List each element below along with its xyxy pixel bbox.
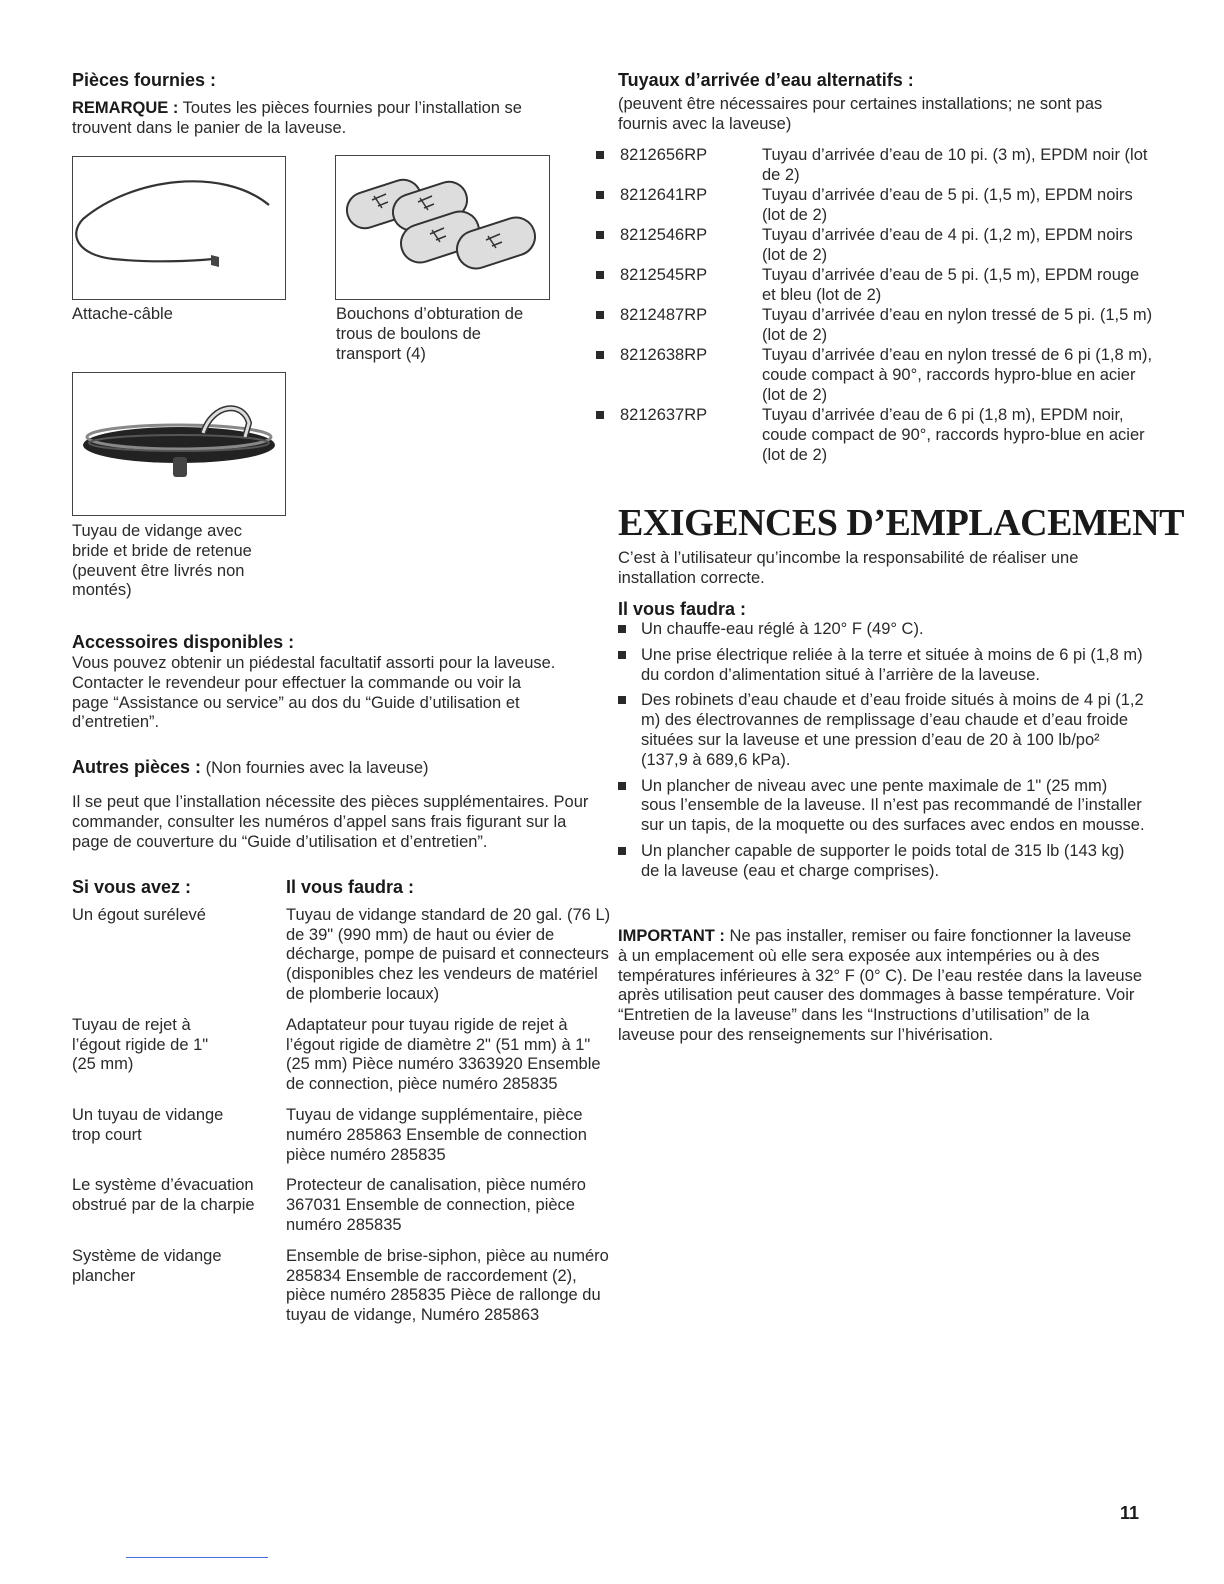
plug-icon xyxy=(336,156,549,299)
list-item: Un chauffe-eau réglé à 120° F (49° C). xyxy=(616,620,1146,640)
part-code: 8212641RP xyxy=(620,186,708,205)
table-row xyxy=(72,1247,612,1326)
list-item xyxy=(594,226,1154,266)
drain-hose-icon xyxy=(73,373,285,515)
bullet-icon xyxy=(594,346,620,405)
part-code: 8212545RP xyxy=(620,266,708,285)
table-header xyxy=(72,878,612,898)
accessories-title: Accessoires disponibles : xyxy=(72,632,295,652)
drain-hose-figure xyxy=(72,372,286,516)
parts-table xyxy=(72,878,612,1337)
need-title: Il vous faudra : xyxy=(618,599,747,619)
part-desc: Tuyau d’arrivée d’eau en nylon tressé de 6 pi (1,8 m), coude compact à 90°, raccords hypro-blue en acier (lot de 2) xyxy=(762,346,1153,405)
have-cell: Le système d’évacuation obstrué par de la charpie xyxy=(72,1176,255,1215)
need-cell: Ensemble de brise-siphon, pièce au numéro 285834 Ensemble de raccordement (2), pièce numéro 285835 Pièce de rallonge du tuyau de vidange, Numéro 285863 xyxy=(286,1246,609,1325)
list-item xyxy=(594,406,1154,465)
part-desc: Tuyau d’arrivée d’eau de 6 pi (1,8 m), EPDM noir, coude compact de 90°, raccords hypro-blue en acier (lot de 2) xyxy=(762,406,1145,464)
have-cell: Un tuyau de vidange trop court xyxy=(72,1105,224,1144)
alt-hoses-list xyxy=(594,146,1154,466)
table-row xyxy=(72,1106,612,1165)
need-cell: Adaptateur pour tuyau rigide de rejet à l’égout rigide de diamètre 2" (51 mm) à 1" (25 mm) Pièce numéro 3363920 Ensemble de connection, pièce numéro 285835 xyxy=(286,1015,601,1094)
part-code: 8212656RP xyxy=(620,146,708,164)
list-item xyxy=(594,346,1154,405)
section-title: EXIGENCES D’EMPLACEMENT xyxy=(618,502,1184,544)
part-desc: Tuyau d’arrivée d’eau en nylon tressé de 5 pi. (1,5 m) (lot de 2) xyxy=(762,306,1153,345)
important-label: IMPORTANT : xyxy=(618,927,725,945)
part-code: 8212487RP xyxy=(620,306,708,325)
table-row xyxy=(72,1016,612,1095)
bullet-icon xyxy=(594,226,620,266)
transport-plugs-figure xyxy=(335,155,550,300)
fig3-caption: Tuyau de vidange avec bride et bride de retenue (peuvent être livrés non montés) xyxy=(72,522,252,600)
part-code: 8212637RP xyxy=(620,406,708,425)
bullet-icon xyxy=(594,146,620,186)
footer-rule xyxy=(126,1557,268,1558)
note-text: Toutes les pièces fournies pour l’installation se trouvent dans le panier de la laveuse. xyxy=(72,99,522,137)
col-need: Il vous faudra : xyxy=(286,877,415,897)
part-desc: Tuyau d’arrivée d’eau de 10 pi. (3 m), EPDM noir (lot de 2) xyxy=(762,146,1148,184)
cable-tie-figure xyxy=(72,156,286,300)
accessories-text: Vous pouvez obtenir un piédestal facultatif assorti pour la laveuse. Contacter le revendeur pour effectuer la commande ou voir la page “Assistance ou service” au dos du “Guide d’utilisation et d’entretien”. xyxy=(72,654,556,732)
important-note xyxy=(618,927,1143,1046)
have-cell: Un égout surélevé xyxy=(72,905,206,924)
part-desc: Tuyau d’arrivée d’eau de 5 pi. (1,5 m), EPDM noirs (lot de 2) xyxy=(762,186,1133,224)
other-parts-heading xyxy=(72,758,572,779)
col-have: Si vous avez : xyxy=(72,877,192,897)
pieces-title: Pièces fournies : xyxy=(72,70,217,90)
list-item xyxy=(594,306,1154,346)
need-cell: Tuyau de vidange standard de 20 gal. (76 L) de 39" (990 mm) de haut ou évier de décharge, pompe de puisard et connecteurs (disponibles chez les vendeurs de matériel de plomberie locaux) xyxy=(286,905,611,1003)
part-code: 8212546RP xyxy=(620,226,708,245)
pieces-note xyxy=(72,99,552,139)
have-cell: Tuyau de rejet à l’égout rigide de 1" (25 mm) xyxy=(72,1015,209,1074)
alt-hoses-note: (peuvent être nécessaires pour certaines installations; ne sont pas fournis avec la laveuse) xyxy=(618,95,1103,133)
bullet-icon xyxy=(594,406,620,465)
other-text: Il se peut que l’installation nécessite des pièces supplémentaires. Pour commander, consulter les numéros d’appel sans frais figurant sur la page de couverture du “Guide d’utilisation et d’entretien”. xyxy=(72,793,589,851)
fig1-caption: Attache-câble xyxy=(72,305,173,323)
list-item: Un plancher de niveau avec une pente maximale de 1" (25 mm) sous l’ensemble de la laveuse. Il n’est pas recommandé de l’installer sur un tapis, de la moquette ou des surfaces avec endos en mousse. xyxy=(616,777,1146,836)
table-row xyxy=(72,1176,612,1235)
note-label: REMARQUE : xyxy=(72,99,179,117)
list-item: Une prise électrique reliée à la terre et située à moins de 6 pi (1,8 m) du cordon d’alimentation situé à l’arrière de la laveuse. xyxy=(616,646,1146,686)
need-cell: Tuyau de vidange supplémentaire, pièce numéro 285863 Ensemble de connection pièce numéro 285835 xyxy=(286,1105,587,1164)
table-row xyxy=(72,906,612,1005)
bullet-icon xyxy=(594,306,620,346)
list-item xyxy=(594,266,1154,306)
cable-tie-icon xyxy=(73,157,285,299)
fig2-caption: Bouchons d’obturation de trous de boulons de transport (4) xyxy=(336,305,524,363)
part-desc: Tuyau d’arrivée d’eau de 4 pi. (1,2 m), EPDM noirs (lot de 2) xyxy=(762,226,1133,264)
requirements-list xyxy=(616,620,1146,888)
intro-text: C’est à l’utilisateur qu’incombe la responsabilité de réaliser une installation correcte. xyxy=(618,549,1079,587)
other-sub: (Non fournies avec la laveuse) xyxy=(201,759,429,777)
list-item: Des robinets d’eau chaude et d’eau froide situés à moins de 4 pi (1,2 m) des électrovannes de remplissage d’eau chaude et d’eau froide situées sur la laveuse et une pression d’eau de 20 à 100 lb/po² (137,9 à 689,6 kPa). xyxy=(616,691,1146,770)
part-code: 8212638RP xyxy=(620,346,708,365)
need-cell: Protecteur de canalisation, pièce numéro 367031 Ensemble de connection, pièce numéro 285835 xyxy=(286,1176,586,1234)
page-number: 11 xyxy=(1120,1503,1140,1523)
have-cell: Système de vidange plancher xyxy=(72,1246,222,1285)
bullet-icon xyxy=(594,186,620,226)
list-item: Un plancher capable de supporter le poids total de 315 lb (143 kg) de la laveuse (eau et charge comprises). xyxy=(616,842,1146,882)
part-desc: Tuyau d’arrivée d’eau de 5 pi. (1,5 m), EPDM rouge et bleu (lot de 2) xyxy=(762,266,1140,305)
important-text: Ne pas installer, remiser ou faire fonctionner la laveuse à un emplacement où elle sera exposée aux intempéries ou à des températures inférieures à 32° F (0° C). De l’eau restée dans la laveuse après utilisation peut causer des dommages à basse température. Voir “Entretien de la laveuse” dans les “Instructions d’utilisation” de la laveuse pour des renseignements sur l’hivérisation. xyxy=(618,927,1143,1044)
bullet-icon xyxy=(594,266,620,306)
list-item xyxy=(594,146,1154,186)
other-title: Autres pièces : xyxy=(72,757,202,777)
alt-hoses-title: Tuyaux d’arrivée d’eau alternatifs : xyxy=(618,70,914,90)
list-item xyxy=(594,186,1154,226)
